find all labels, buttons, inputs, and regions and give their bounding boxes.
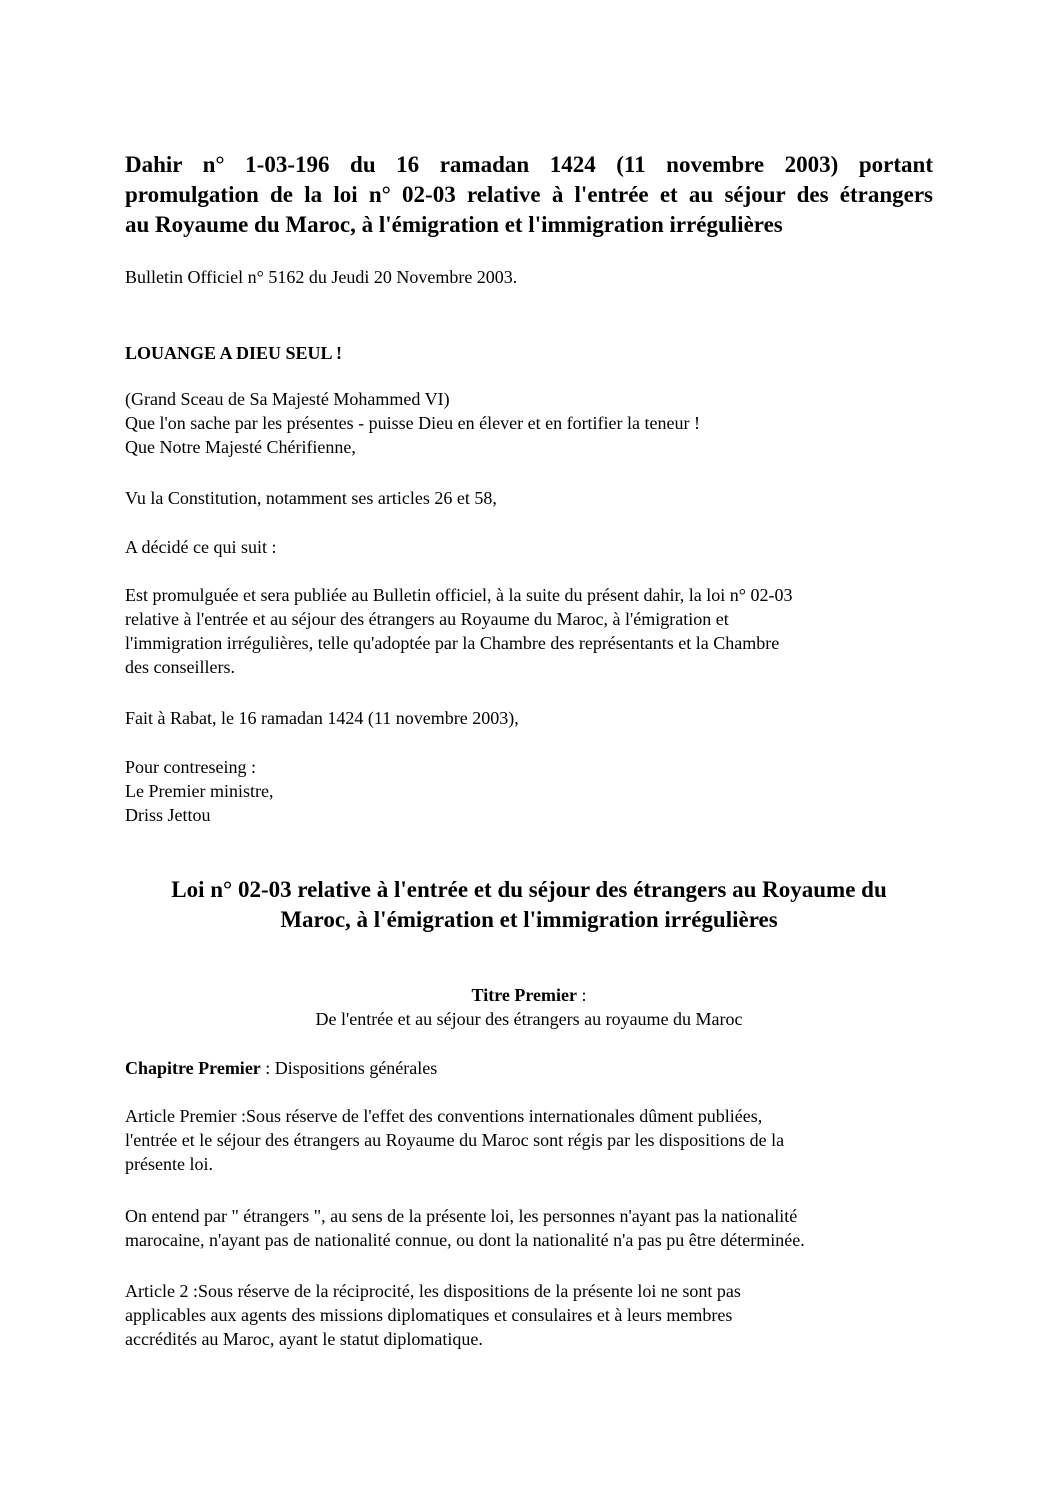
paragraph-line: marocaine, n'ayant pas de nationalité connue, ou dont la nationalité n'a pas pu être déterminée.: [125, 1230, 805, 1250]
premier-ministre-line: Le Premier ministre,: [125, 781, 274, 801]
law-title: [100, 875, 958, 935]
louange-heading: LOUANGE A DIEU SEUL !: [125, 343, 343, 363]
paragraph-line: applicables aux agents des missions diplomatiques et consulaires et à leurs membres: [125, 1305, 733, 1325]
dahir-title-line: au Royaume du Maroc, à l'émigration et l'immigration irrégulières: [125, 212, 783, 237]
titre-premier-heading: [100, 983, 958, 1007]
vu-constitution: Vu la Constitution, notamment ses articles 26 et 58,: [125, 488, 497, 508]
titre-premier-label: Titre Premier: [471, 985, 577, 1005]
promulgation-paragraph: [125, 583, 940, 679]
chapitre-premier-label: Chapitre Premier: [125, 1058, 261, 1078]
grand-sceau-line: (Grand Sceau de Sa Majesté Mohammed VI): [125, 389, 450, 409]
dahir-title-line: Dahir n° 1-03-196 du 16 ramadan 1424 (11 novembre 2003) portant: [125, 152, 933, 177]
paragraph-line: accrédités au Maroc, ayant le statut diplomatique.: [125, 1329, 483, 1349]
paragraph-line: des conseillers.: [125, 657, 235, 677]
paragraph-line: présente loi.: [125, 1154, 213, 1174]
titre-premier-block: [100, 983, 958, 1031]
signatory-name: Driss Jettou: [125, 805, 211, 825]
fait-a-rabat: Fait à Rabat, le 16 ramadan 1424 (11 novembre 2003),: [125, 708, 519, 728]
paragraph-line: On entend par " étrangers ", au sens de la présente loi, les personnes n'ayant pas la nationalité: [125, 1206, 798, 1226]
paragraph-line: Article 2 :Sous réserve de la réciprocité, les dispositions de la présente loi ne sont pas: [125, 1281, 741, 1301]
a-decide: A décidé ce qui suit :: [125, 537, 277, 557]
dahir-title-line: promulgation de la loi n° 02-03 relative à l'entrée et au séjour des étrangers: [125, 182, 933, 207]
definition-etrangers: [125, 1204, 940, 1252]
majeste-line: Que Notre Majesté Chérifienne,: [125, 437, 356, 457]
preamble-block: [125, 387, 940, 459]
article-2: [125, 1279, 940, 1351]
law-title-line: Maroc, à l'émigration et l'immigration irrégulières: [280, 907, 778, 932]
chapitre-premier-text: : Dispositions générales: [260, 1058, 438, 1078]
paragraph-line: Est promulguée et sera publiée au Bulletin officiel, à la suite du présent dahir, la loi n° 02-03: [125, 585, 793, 605]
article-premier: [125, 1104, 940, 1176]
titre-premier-subtitle: De l'entrée et au séjour des étrangers au royaume du Maroc: [315, 1009, 743, 1029]
paragraph-line: relative à l'entrée et au séjour des étrangers au Royaume du Maroc, à l'émigration et: [125, 609, 729, 629]
chapitre-premier-heading: [125, 1056, 437, 1080]
dahir-title: [125, 150, 933, 240]
law-title-line: Loi n° 02-03 relative à l'entrée et du séjour des étrangers au Royaume du: [171, 877, 887, 902]
que-l-on-sache-line: Que l'on sache par les présentes - puisse Dieu en élever et en fortifier la teneur !: [125, 413, 700, 433]
titre-premier-separator: :: [576, 985, 587, 1005]
bulletin-reference: Bulletin Officiel n° 5162 du Jeudi 20 Novembre 2003.: [125, 267, 518, 287]
paragraph-line: Article Premier :Sous réserve de l'effet des conventions internationales dûment publiées,: [125, 1106, 763, 1126]
paragraph-line: l'entrée et le séjour des étrangers au Royaume du Maroc sont régis par les dispositions de la: [125, 1130, 785, 1150]
paragraph-line: l'immigration irrégulières, telle qu'adoptée par la Chambre des représentants et la Chambre: [125, 633, 780, 653]
signature-block: [125, 755, 940, 827]
contreseing-line: Pour contreseing :: [125, 757, 256, 777]
